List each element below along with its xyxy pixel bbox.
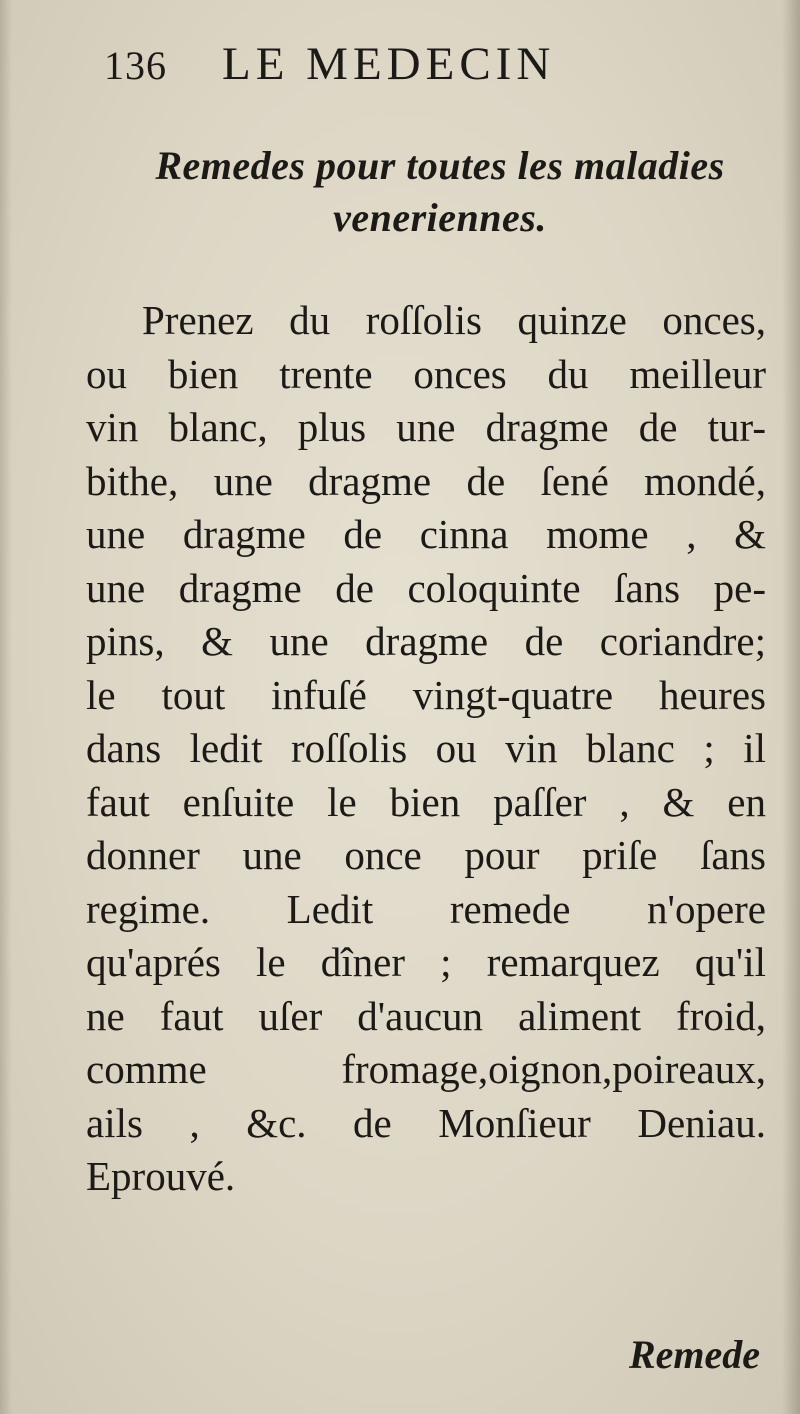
body-paragraph xyxy=(86,294,766,1204)
text-line: une dragme de coloquinte ſans pe- xyxy=(86,564,766,611)
running-title: LE MEDECIN xyxy=(222,38,556,90)
text-line: Eprouvé. xyxy=(86,1153,236,1199)
text-line: vin blanc, plus une dragme de tur- xyxy=(86,404,766,450)
text-line: Prenez du roſſolis quinze onces, xyxy=(142,297,766,343)
section-title-line: veneriennes. xyxy=(333,195,547,240)
text-line: donner une once pour priſe ſans xyxy=(86,832,766,878)
text-line: qu'aprés le dîner ; remarquez qu'il xyxy=(86,939,766,985)
text-line: ails , &c. de Monſieur Deniau. xyxy=(86,1099,766,1146)
text-line: faut enſuite le bien paſſer , & en xyxy=(86,778,766,825)
text-line: une dragme de cinna mome , & xyxy=(86,511,766,557)
section-title xyxy=(95,140,785,244)
text-line: le tout infuſé vingt-quatre heures xyxy=(86,671,766,718)
running-head xyxy=(104,32,724,96)
text-line: dans ledit roſſolis ou vin blanc ; il xyxy=(86,725,766,771)
page-left-edge-shadow xyxy=(0,0,12,1414)
text-line: bithe, une dragme de ſené mondé, xyxy=(86,457,766,504)
text-line: ou bien trente onces du meilleur xyxy=(86,350,766,397)
text-line: comme fromage,oignon,poireaux, xyxy=(86,1046,766,1092)
text-line: ne faut uſer d'aucun aliment froid, xyxy=(86,992,766,1039)
catchword: Remede xyxy=(628,1332,760,1377)
section-title-line: Remedes pour toutes les maladies xyxy=(155,143,725,188)
page-number: 136 xyxy=(104,43,167,88)
text-line: regime. Ledit remede n'opere xyxy=(86,885,766,932)
text-line: pins, & une dragme de coriandre; xyxy=(86,618,766,664)
